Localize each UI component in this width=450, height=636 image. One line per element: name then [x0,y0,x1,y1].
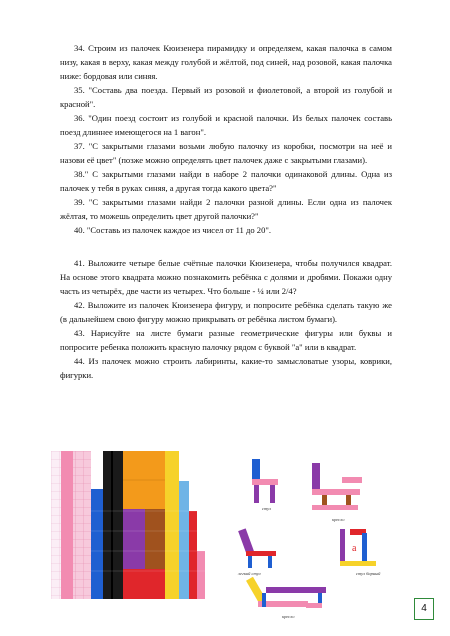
paragraph-38: 38." С закрытыми глазами найди в наборе 2 палочки одинаковой длины. Одна из палочек у тебя в руках синяя, а другая тогда какого цвета?" [60,169,392,193]
caption-bar-stool: стул барный [356,571,381,576]
text-block-bottom [60,256,392,382]
paragraph-42: 42. Выложите из палочек Кюизенера фигуру, и попросите ребёнка сделать такую же (в дальнейшем свою фигуру можно прикрывать от ребёнка листом бумаги). [60,300,392,324]
page-number: 4 [414,598,434,620]
paragraph-35: 35. "Составь два поезда. Первый из розовой и фиолетовой, а второй из голубой и красной". [60,85,392,109]
paragraph-36: 36. "Один поезд состоит из голубой и красной палочки. Из белых палочек составь поезд длиннее имеющегося на 1 вагон". [60,113,392,137]
figure-light-chair [238,528,276,568]
cuisenaire-rods-image [51,451,205,599]
paragraph-39: 39. "С закрытыми глазами найди 2 палочки разной длины. Если одна из палочек жёлтая, то можешь определить цвет другой палочки?" [60,197,392,221]
paragraph-41: 41. Выложите четыре белые счётные палочки Кюизенера, чтобы получился квадрат. На основе этого квадрата можно познакомить ребёнка с долями и дробями. Покажи одну часть из четырёх, две части из четырех. Что больше - ¼ или 2/4? [60,258,392,296]
figure-bar-stool [340,529,376,566]
figure-armchair-bottom [246,577,326,608]
text-block-top [60,41,392,237]
paragraph-37: 37. "С закрытыми глазами возьми любую палочку из коробки, посмотри на неё и назови её цвет" (позже можно определять цвет палочек даже с закрытыми глазами). [60,141,392,165]
paragraph-43: 43. Нарисуйте на листе бумаги разные геометрические фигуры или буквы и попросите ребенка положить красную палочку рядом с буквой "а" или в квадрат. [60,328,392,352]
rod-furniture-figures-image [222,453,407,623]
caption-chair: стул [262,506,271,511]
caption-armchair-bottom: кресло [282,614,295,619]
paragraph-40: 40. "Составь из палочек каждое из чисел от 11 до 20". [74,225,272,235]
paragraph-34: 34. Строим из палочек Кюизенера пирамидку и определяем, какая палочка в самом низу, какая в верху, какая между голубой и жёлтой, под синей, над розовой, какая палочка ниже: бордовая или синяя. [60,43,392,81]
letter-a: а [352,543,357,554]
caption-light-chair: легкий стул [238,571,261,576]
paragraph-44: 44. Из палочек можно строить лабиринты, какие-то замысловатые узоры, коврики, фигурки. [60,356,392,380]
figure-chair [252,459,278,503]
caption-armchair: кресло [332,517,345,522]
figure-armchair [312,463,362,510]
